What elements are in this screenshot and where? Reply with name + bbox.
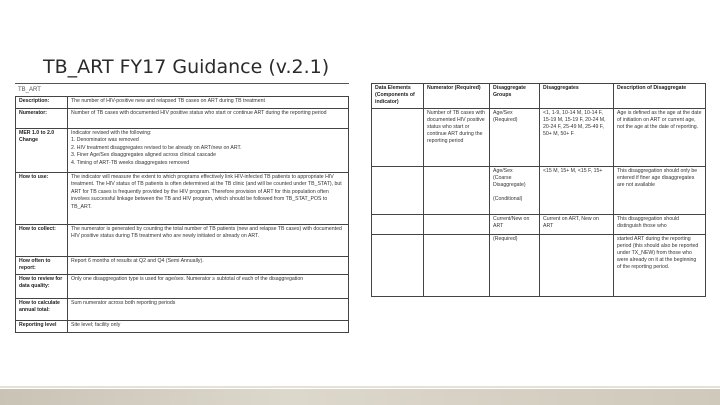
row-key: Numerator:	[16, 109, 68, 129]
column-header: Data Elements (Components of indicator)	[372, 84, 424, 109]
row-value: Site level; facility only	[68, 320, 349, 332]
table-cell: Age is defined as the age at the date of initiation on ART or current age, not the age at the date of reporting.	[614, 108, 706, 166]
table-row	[372, 166, 706, 214]
header-row	[372, 84, 706, 109]
table-row	[16, 298, 349, 320]
row-value: Number of TB cases with documented HIV positive status who start or continue ART during the reporting period	[68, 109, 349, 129]
table-cell: Age/Sex (Coarse Disaggregate) (Conditional)	[490, 166, 540, 214]
table-row	[16, 129, 349, 173]
disaggregation-sheet	[371, 83, 705, 297]
table-row	[372, 108, 706, 166]
table-cell: started ART during the reporting period (this should also be reported under TX_NEW) from those who were already on it at the beginning of the reporting period.	[614, 234, 706, 296]
slide-title: TB_ART FY17 Guidance (v.2.1)	[43, 56, 330, 78]
row-key: Description:	[16, 97, 68, 109]
table-cell: This disaggregation should only be entered if finer age disaggregates are not available	[614, 166, 706, 214]
row-key: Reporting level	[16, 320, 68, 332]
row-key: How to use:	[16, 173, 68, 225]
table-cell: Current on ART, New on ART	[540, 214, 614, 234]
table-cell	[424, 214, 490, 234]
row-value: The number of HIV-positive new and relapsed TB cases on ART during TB treatment	[68, 97, 349, 109]
table-cell: Age/Sex (Required)	[490, 108, 540, 166]
column-header: Disaggregate Groups	[490, 84, 540, 109]
row-value: The indicator will measure the extent to which programs effectively link HIV-infected TB patients to appropriate HIV treatment. The HIV status of TB patients is often determined at the TB clinic (and will be counted under TB_STAT), but ART for TB cases is frequently provided by the HIV program. Therefore provision of ART for this population often involves successful linkage between the TB and HIV program, which should be followed from TB_STAT_POS to TB_ART.	[68, 173, 349, 225]
table-row	[16, 257, 349, 275]
table-cell: (Required)	[490, 234, 540, 296]
table-cell: Current/New on ART	[490, 214, 540, 234]
row-value: Indicator revised with the following: 1. Denominator was removed 2. HIV treatment disaggregates revised to be already on ART/new on ART. 3. Finer Age/Sex disaggregates aligned across clinical cascade 4. Timing of ART-TB weeks disaggregates removed	[68, 129, 349, 173]
table-cell	[372, 214, 424, 234]
column-header: Disaggregates	[540, 84, 614, 109]
row-key: MER 1.0 to 2.0 Change	[16, 129, 68, 173]
table-row	[16, 225, 349, 257]
table-cell	[372, 234, 424, 296]
table-row	[16, 109, 349, 129]
row-value: Only one disaggregation type is used for age/sex. Numerator ≥ subtotal of each of the disaggregation	[68, 274, 349, 298]
footer-bar	[0, 389, 720, 405]
table-cell: Number of TB cases with documented HIV positive status who start or continue ART during the reporting period	[424, 108, 490, 166]
footer-divider	[0, 386, 720, 388]
row-value: The numerator is generated by counting the total number of TB patients (new and relapse TB cases) with documented HIV positive status during TB treatment who are newly initiated or already on ART.	[68, 225, 349, 257]
table-row	[372, 234, 706, 296]
row-key: How to collect:	[16, 225, 68, 257]
table-cell	[424, 166, 490, 214]
indicator-caption: TB_ART	[18, 87, 41, 93]
table-row	[16, 97, 349, 109]
table-row	[372, 214, 706, 234]
table-cell	[424, 234, 490, 296]
table-cell	[540, 234, 614, 296]
indicator-table	[15, 96, 349, 333]
row-key: How to review for data quality:	[16, 274, 68, 298]
row-value: Report 6 months of results at Q2 and Q4 (Semi Annually).	[68, 257, 349, 275]
column-header: Numerator (Required)	[424, 84, 490, 109]
table-cell: This disaggregation should distinguish those who	[614, 214, 706, 234]
disaggregation-table	[371, 83, 706, 297]
indicator-reference-sheet	[15, 83, 349, 369]
table-row	[16, 320, 349, 332]
column-header: Description of Disaggregate	[614, 84, 706, 109]
table-cell	[372, 108, 424, 166]
table-row	[16, 274, 349, 298]
row-key: How to calculate annual total:	[16, 298, 68, 320]
table-cell: <15 M, 15+ M, <15 F, 15+	[540, 166, 614, 214]
table-row	[16, 173, 349, 225]
table-cell	[372, 166, 424, 214]
row-key: How often to report:	[16, 257, 68, 275]
table-cell: <1, 1-9, 10-14 M, 10-14 F, 15-19 M, 15-19 F, 20-24 M, 20-24 F, 25-49 M, 25-49 F, 50+ M, 50+ F	[540, 108, 614, 166]
row-value: Sum numerator across both reporting periods	[68, 298, 349, 320]
